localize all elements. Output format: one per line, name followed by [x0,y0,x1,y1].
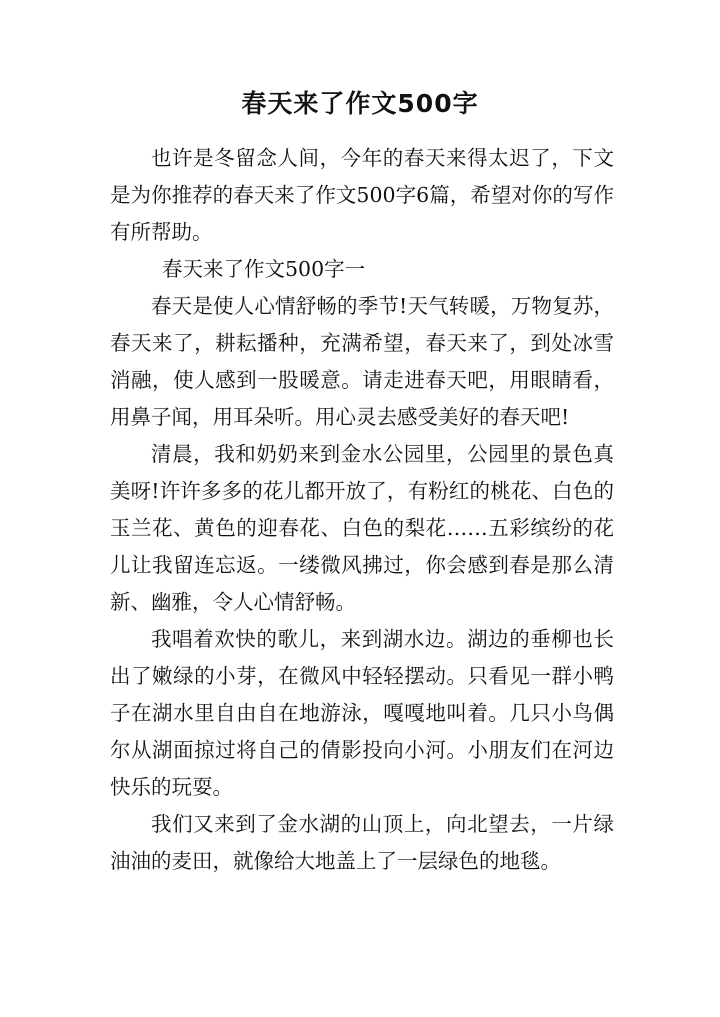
document-title: 春天来了作文500字 [241,89,479,118]
body-paragraph: 清晨，我和奶奶来到金水公园里，公园里的景色真美呀!许许多多的花儿都开放了，有粉红的桃花、白色的玉兰花、黄色的迎春花、白色的梨花……五彩缤纷的花儿让我留连忘返。一缕微风拂过，你会感到春是那么清新、幽雅，令人心情舒畅。 [110,442,614,614]
intro-paragraph: 也许是冬留念人间，今年的春天来得太迟了，下文是为你推荐的春天来了作文500字6篇，希望对你的写作有所帮助。 [110,146,614,244]
body-paragraph: 我们又来到了金水湖的山顶上，向北望去，一片绿油油的麦田，就像给大地盖上了一层绿色的地毯。 [110,812,614,873]
section-heading: 春天来了作文500字一 [162,257,366,281]
document-body [110,140,614,880]
body-paragraph: 我唱着欢快的歌儿，来到湖水边。湖边的垂柳也长出了嫩绿的小芽，在微风中轻轻摆动。只看见一群小鸭子在湖水里自由自在地游泳，嘎嘎地叫着。几只小鸟偶尔从湖面掠过将自己的倩影投向小河。小朋友们在河边快乐的玩耍。 [110,627,614,799]
body-paragraph: 春天是使人心情舒畅的季节!天气转暖，万物复苏，春天来了，耕耘播种，充满希望，春天来了，到处冰雪消融，使人感到一股暖意。请走进春天吧，用眼睛看，用鼻子闻，用耳朵听。用心灵去感受美好的春天吧! [110,294,614,429]
